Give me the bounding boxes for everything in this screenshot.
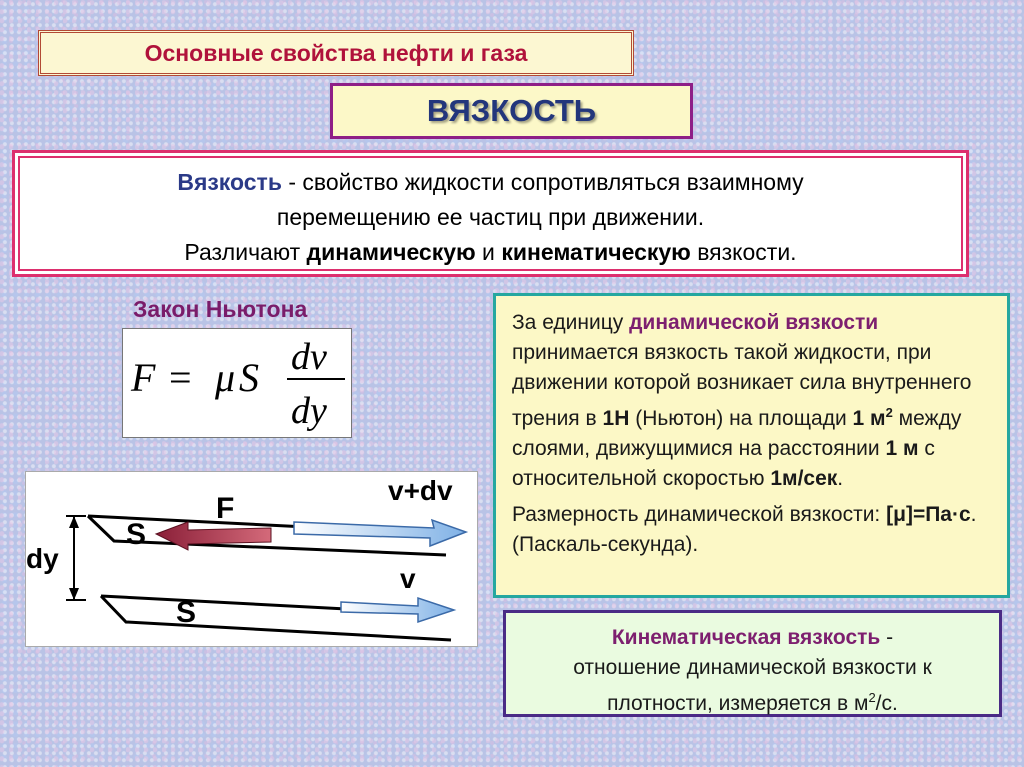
unit-text-3: принимается вязкость такой жидкости, при движении которой возникает сила внутреннего трения в [512, 311, 978, 430]
newton-formula [122, 328, 352, 438]
newton-law-title: Закон Ньютона [133, 296, 308, 322]
definition-text-3a: Различают [184, 239, 307, 265]
force-label: F [216, 492, 235, 525]
topic-title: ВЯЗКОСТЬ [426, 93, 597, 128]
kinematic-sup: 2 [868, 690, 876, 705]
top-velocity-label: v+dv [388, 475, 453, 506]
kinematic-line-1 [506, 623, 999, 653]
definition-term: Вязкость [177, 169, 282, 195]
viscosity-diagram [25, 471, 478, 647]
formula-numerator: dv [291, 336, 327, 378]
unit-text-5: (Ньютон) на площади [629, 407, 853, 430]
dimension-formula: [μ]=Па·с [886, 503, 971, 526]
definition-text-3c: и [475, 239, 502, 265]
unit-paragraph-1 [512, 308, 991, 494]
unit-text-1: За единицу [512, 311, 630, 334]
topic-title-box [330, 83, 693, 139]
definition-text-3e: вязкости. [690, 239, 797, 265]
unit-area-sup: 2 [885, 405, 893, 420]
kinematic-line-2: отношение динамической вязкости к [573, 656, 932, 679]
definition-dynamic: динамическую [306, 239, 476, 265]
dynamic-viscosity-unit-box [493, 293, 1010, 598]
formula-denominator: dy [291, 390, 327, 432]
definition-dash: - [281, 169, 303, 195]
gap-arrow-bottom [69, 588, 79, 600]
formula-mu: μ [215, 355, 236, 400]
dimension-text: Размерность динамической вязкости: [512, 503, 887, 526]
kinematic-viscosity-box [503, 610, 1002, 717]
header-title: Основные свойства нефти и газа [144, 40, 528, 66]
unit-area-value: 1 м [852, 407, 886, 430]
kinematic-line-3 [506, 683, 999, 719]
bottom-velocity-label: v [400, 563, 416, 594]
kinematic-text-3b: /с. [875, 692, 898, 715]
gap-arrow-top [69, 516, 79, 528]
unit-distance: 1 м [885, 437, 919, 460]
bottom-plate-surface [101, 596, 451, 640]
kinematic-dash: - [880, 626, 894, 649]
diagram-svg [26, 472, 477, 646]
kinematic-term: Кинематическая вязкость [611, 626, 881, 649]
unit-text-9: с относительной скоростью [512, 437, 941, 490]
unit-area [853, 407, 893, 430]
definition-line-1 [15, 165, 966, 200]
formula-equals: = [169, 355, 192, 400]
gap-label: dy [26, 543, 59, 574]
kinematic-text-3a: плотности, измеряется в м [607, 692, 869, 715]
definition-line-2: перемещению ее частиц при движении. [276, 204, 705, 230]
unit-text-accent: динамической вязкости [629, 311, 879, 334]
top-plate-label: S [126, 518, 147, 551]
formula-F: F [131, 355, 156, 400]
unit-newton: 1Н [602, 407, 630, 430]
unit-text-11: . [837, 467, 844, 490]
definition-text-1: свойство жидкости сопротивляться взаимному [302, 169, 804, 195]
unit-text-7: между слоями, движущимися на расстоянии [512, 407, 968, 460]
dimension-name: . (Паскаль-секунда). [512, 503, 983, 556]
definition-box [12, 150, 969, 277]
formula-svg [123, 329, 351, 437]
bottom-plate-label: S [176, 596, 197, 629]
unit-speed: 1м/сек [770, 467, 838, 490]
definition-kinematic: кинематическую [501, 239, 691, 265]
formula-S: S [239, 355, 259, 400]
slide-header [38, 30, 634, 76]
unit-paragraph-2 [512, 500, 991, 560]
definition-line-3 [15, 235, 966, 270]
